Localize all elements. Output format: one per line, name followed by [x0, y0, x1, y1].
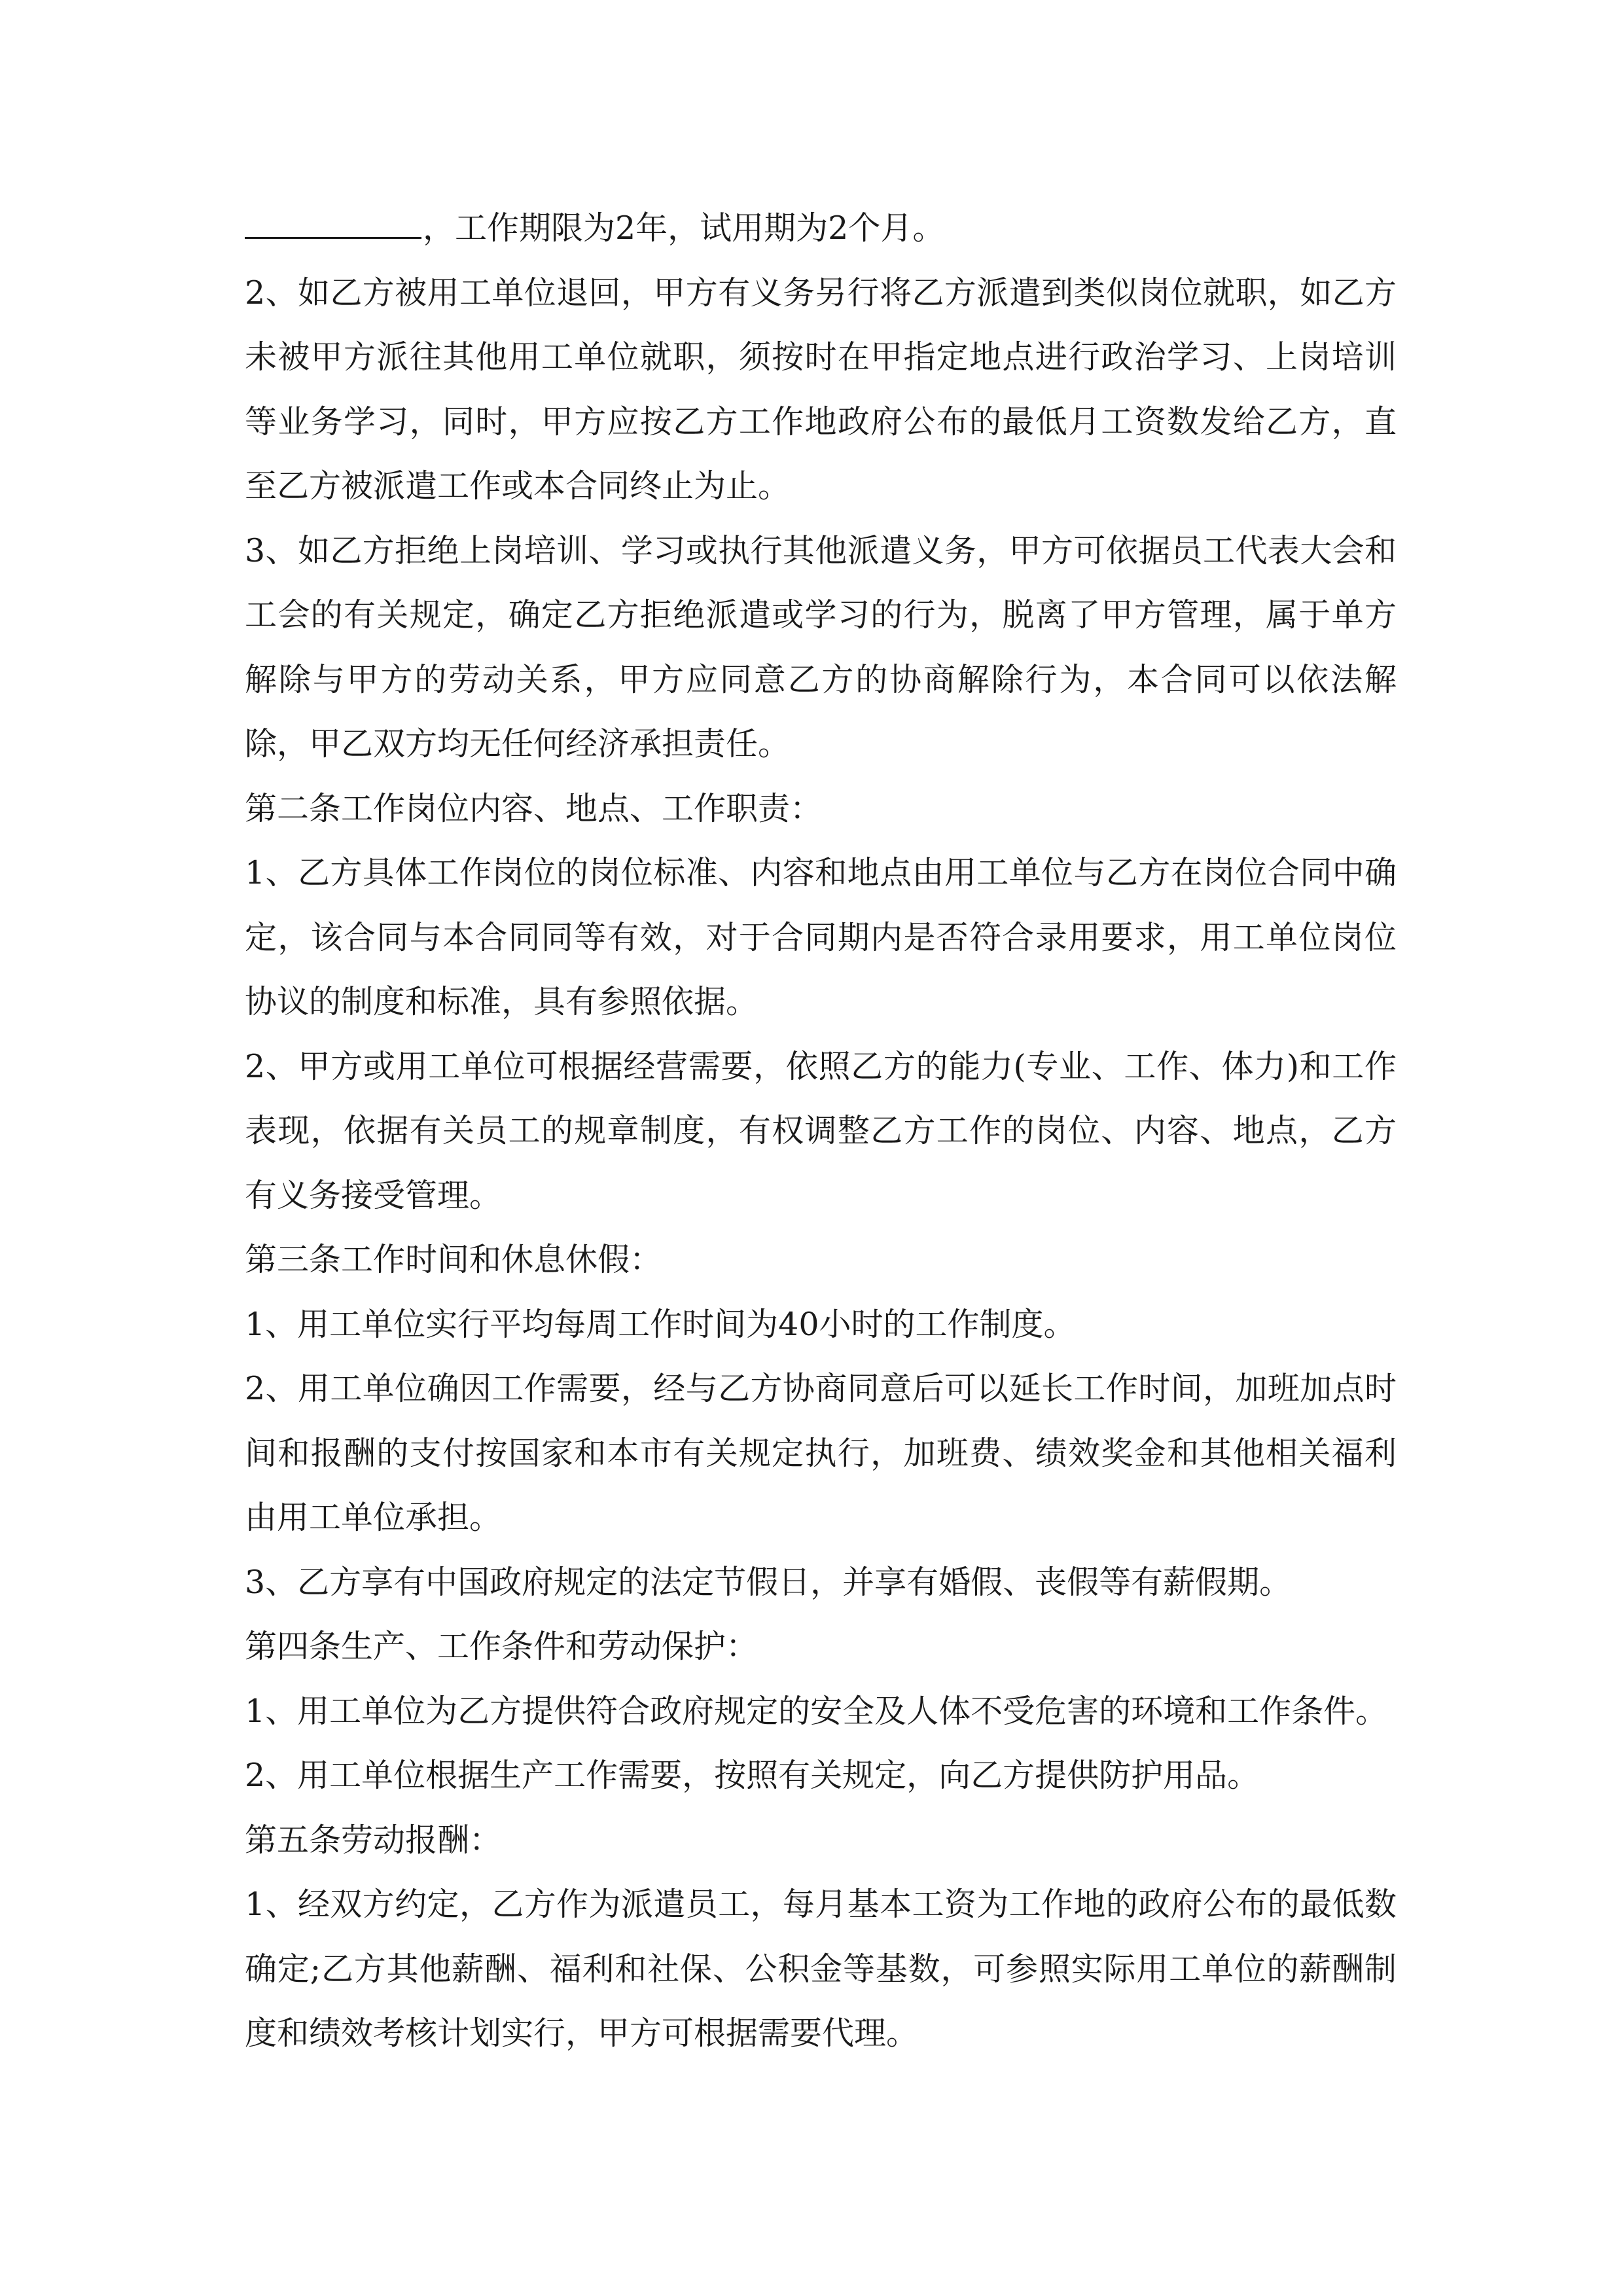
paragraph-position-standard: 1、乙方具体工作岗位的岗位标准、内容和地点由用工单位与乙方在岗位合同中确定，该合同与本合同同等有效，对于合同期内是否符合录用要求，用工单位岗位协议的制度和标准，具有参照依据。: [245, 854, 1397, 1020]
article-heading-4: 第四条生产、工作条件和劳动保护：: [245, 1628, 758, 1665]
article-heading-5: 第五条劳动报酬：: [245, 1821, 502, 1859]
paragraph-safety-conditions: 1、用工单位为乙方提供符合政府规定的安全及人体不受危害的环境和工作条件。: [245, 1692, 1388, 1730]
paragraph-remuneration: 1、经双方约定，乙方作为派遣员工，每月基本工资为工作地的政府公布的最低数确定;乙方其他薪酬、福利和社保、公积金等基数，可参照实际用工单位的薪酬制度和绩效考核计划实行，甲方可根据需要代理。: [245, 1886, 1397, 2052]
paragraph-term-of-employment: [245, 196, 1397, 261]
paragraph-overtime: 2、用工单位确因工作需要，经与乙方协商同意后可以延长工作时间，加班加点时间和报酬的支付按国家和本市有关规定执行，加班费、绩效奖金和其他相关福利由用工单位承担。: [245, 1370, 1397, 1536]
article-heading-2: 第二条工作岗位内容、地点、工作职责：: [245, 789, 823, 827]
paragraph-position-adjustment: 2、甲方或用工单位可根据经营需要，依照乙方的能力(专业、工作、体力)和工作表现，依据有关员工的规章制度，有权调整乙方工作的岗位、内容、地点，乙方有义务接受管理。: [245, 1047, 1397, 1214]
contract-body: [245, 196, 1397, 2066]
paragraph-holidays: 3、乙方享有中国政府规定的法定节假日，并享有婚假、丧假等有薪假期。: [245, 1563, 1292, 1601]
paragraph-text: ，工作期限为2年，试用期为2个月。: [423, 209, 945, 247]
paragraph-protective-equipment: 2、用工单位根据生产工作需要，按照有关规定，向乙方提供防护用品。: [245, 1757, 1260, 1794]
fill-in-blank: [245, 211, 421, 239]
paragraph-return-clause: 2、如乙方被用工单位退回，甲方有义务另行将乙方派遣到类似岗位就职，如乙方未被甲方派往其他用工单位就职，须按时在甲指定地点进行政治学习、上岗培训等业务学习，同时，甲方应按乙方工作地政府公布的最低月工资数发给乙方，直至乙方被派遣工作或本合同终止为止。: [245, 274, 1397, 505]
paragraph-refusal-clause: 3、如乙方拒绝上岗培训、学习或执行其他派遣义务，甲方可依据员工代表大会和工会的有关规定，确定乙方拒绝派遣或学习的行为，脱离了甲方管理，属于单方解除与甲方的劳动关系，甲方应同意乙方的协商解除行为，本合同可以依法解除，甲乙双方均无任何经济承担责任。: [245, 531, 1397, 762]
article-heading-3: 第三条工作时间和休息休假：: [245, 1241, 662, 1278]
paragraph-working-hours: 1、用工单位实行平均每周工作时间为40小时的工作制度。: [245, 1305, 1076, 1343]
